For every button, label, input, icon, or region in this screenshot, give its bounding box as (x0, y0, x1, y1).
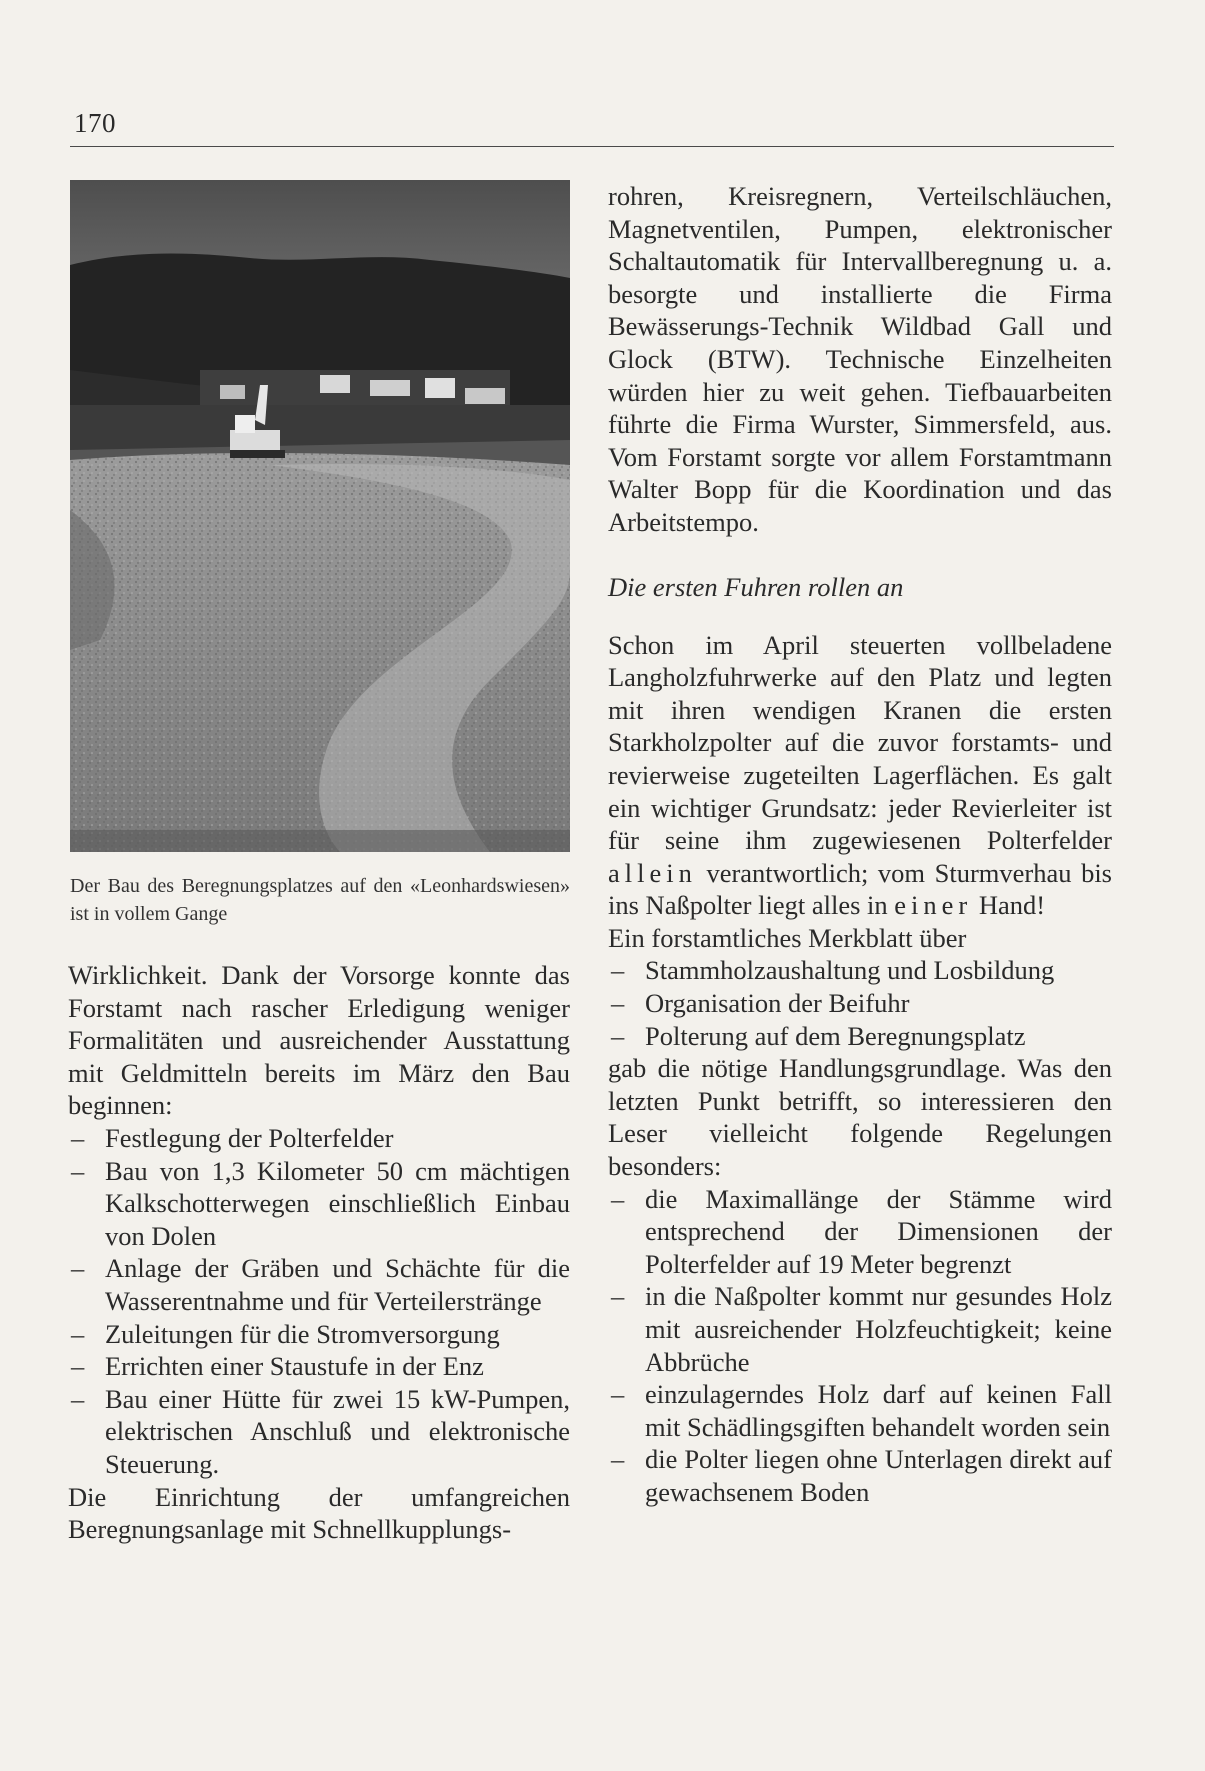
list-item: – Bau von 1,3 Kilometer 50 cm mächtigen Kalkschotterwegen einschließlich Einbau von Dolen (71, 1155, 570, 1251)
list-item: – Stammholzaushaltung und Losbildung (611, 955, 1055, 986)
list-item: – Polterung auf dem Beregnungsplatz (611, 1020, 1026, 1051)
photo-caption: Der Bau des Beregnungsplatzes auf den «Leonhardswiesen» ist in vollem Gange (70, 875, 570, 925)
list-item: – die Maximallänge der Stämme wird entsprechend der Dimensionen der Polterfelder auf 19 Meter begrenzt (611, 1183, 1112, 1279)
list-item: – Zuleitungen für die Stromversorgung (71, 1318, 500, 1349)
right-column (608, 180, 1112, 1509)
right-paragraph-1: rohren, Kreisregnern, Verteilschläuchen, Magnetventilen, Pumpen, elektronischer Schaltautomatik für Intervallberegnung u. a. besorgte und installierte die Firma Bewässerungs-Technik Wildbad Gall und Glock (BTW). Technische Einzelheiten würden hier zu weit gehen. Tiefbauarbeiten führte die Firma Wurster, Simmersfeld, aus. Vom Forstamt sorgte vor allem Forstamtmann Walter Bopp für die Koordination und das Arbeitstempo. (608, 181, 1112, 537)
left-column (68, 959, 570, 1546)
list-item: – die Polter liegen ohne Unterlagen direkt auf gewachsenem Boden (611, 1444, 1112, 1507)
merkblatt-list (608, 954, 1112, 1052)
list-item: – Anlage der Gräben und Schächte für die Wasserentnahme und für Verteilerstränge (71, 1253, 570, 1316)
left-paragraph-2: Die Einrichtung der umfangreichen Beregnungsanlage mit Schnellkupplungs- (68, 1481, 570, 1545)
construction-photo (70, 180, 570, 852)
list-item: – in die Naßpolter kommt nur gesundes Holz mit ausreichender Holzfeuchtigkeit; keine Abbrüche (611, 1281, 1112, 1377)
regulations-list (608, 1183, 1112, 1509)
construction-task-list (68, 1122, 570, 1481)
page-number: 170 (74, 108, 116, 138)
header-rule (70, 146, 1114, 147)
section-heading: Die ersten Fuhren rollen an (608, 571, 904, 602)
list-item: – Bau einer Hütte für zwei 15 kW-Pumpen, elektrischen Anschluß und elektronische Steuerung. (71, 1383, 570, 1479)
list-item: – einzulagerndes Holz darf auf keinen Fall mit Schädlingsgiften behandelt worden sein (611, 1379, 1112, 1442)
right-paragraph-3: Ein forstamtliches Merkblatt über (608, 922, 967, 953)
village (200, 370, 510, 410)
list-item: – Errichten einer Staustufe in der Enz (71, 1351, 484, 1382)
left-paragraph-1: Wirklichkeit. Dank der Vorsorge konnte das Forstamt nach rascher Erledigung weniger Formalitäten und ausreichender Ausstattung mit Geldmitteln bereits im März den Bau beginnen: (68, 960, 570, 1121)
list-item: – Festlegung der Polterfelder (71, 1122, 394, 1153)
list-item: – Organisation der Beifuhr (611, 988, 910, 1019)
right-paragraph-4: gab die nötige Handlungsgrundlage. Was den letzten Punkt betrifft, so interessieren den Leser vielleicht folgende Regelungen besonders: (608, 1053, 1112, 1182)
right-paragraph-2: Schon im April steuerten vollbeladene Langholzfuhrwerke auf den Platz und legten mit ihren wendigen Kranen die ersten Starkholzpolter auf die zuvor forstamts- und revierweise zugeteilten Lagerflächen. Es galt ein wichtiger Grundsatz: jeder Revierleiter ist für seine ihm zugewiesenen Polterfelder allein verantwortlich; vom Sturmverhau bis ins Naßpolter liegt alles in einer Hand! (608, 629, 1112, 921)
